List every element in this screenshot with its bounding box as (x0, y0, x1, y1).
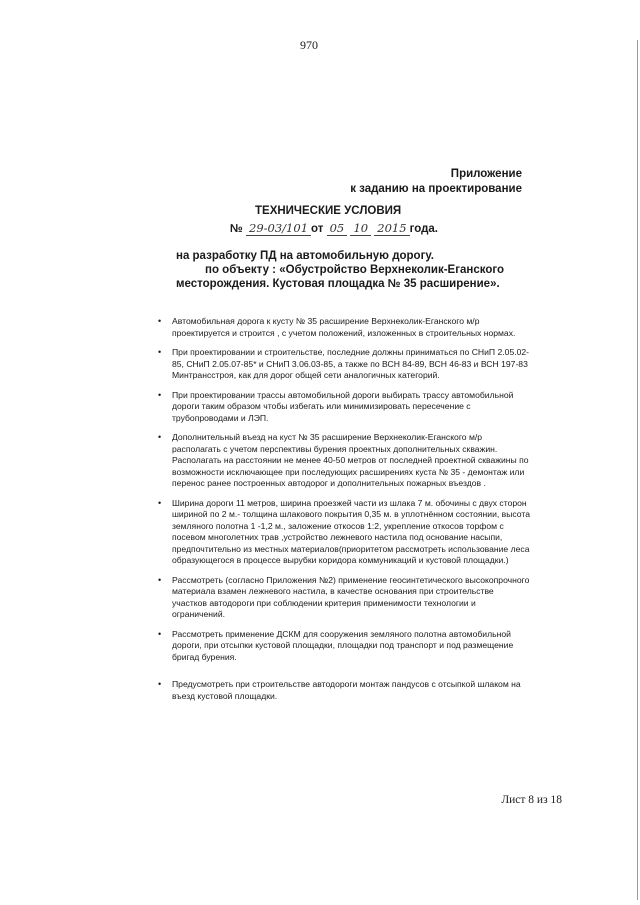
list-item-text: Автомобильная дорога к кусту № 35 расширение Верхнеколик-Еганского м/р проектируется и строится , с учетом положений, изложенных в строительных нормах. (172, 316, 516, 338)
handwritten-date-month: 10 (350, 222, 371, 236)
list-item-text: При проектировании и строительстве, последние должны приниматься по СНиП 2.05.02-85, СНиП 2.05.07-85* и СНиП 3.06.03-85, а также по ВСН 84-89, ВСН 46-83 и ВСН 197-83 Минтрансстроя, как для дорог общей сети аналогичных категорий. (172, 347, 530, 380)
object-label: по объекту : (205, 264, 277, 276)
list-item (158, 432, 530, 490)
bullet-icon: • (158, 574, 162, 585)
object-name-part2: месторождения. Кустовая площадка № 35 расширение». (176, 278, 500, 290)
bullet-icon: • (158, 497, 162, 508)
list-item (158, 679, 530, 702)
bullet-icon: • (158, 628, 162, 639)
number-prefix: № (230, 223, 243, 235)
list-item (158, 390, 530, 425)
list-item-text: При проектировании трассы автомобильной дороги выбирать трассу автомобильной дороги таким образом чтобы избегать или минимизировать пересечение с трубопроводами и ЛЭП. (172, 389, 514, 423)
page-number: 970 (300, 38, 318, 52)
scan-edge-line (637, 40, 638, 900)
list-item-text: Предусмотреть при строительстве автодороги монтаж пандусов с отсыпкой шлаком на въезд кустовой площадки. (172, 679, 521, 701)
bullet-icon: • (158, 347, 162, 357)
appendix-line-2: к заданию на проектирование (350, 183, 522, 195)
object-name-part1: «Обустройство Верхнеколик-Еганского (279, 264, 505, 276)
list-item (158, 316, 530, 339)
handwritten-date-day: 05 (327, 222, 348, 236)
list-item (158, 575, 530, 621)
document-number-line (230, 222, 438, 236)
bullet-icon: • (158, 316, 162, 326)
bullet-icon: • (158, 389, 162, 400)
list-item-text: Ширина дороги 11 метров, ширина проезжей части из шлака 7 м. обочины с двух сторон шириной по 2 м.- толщина шлакового покрытия 0,35 м. в уплотнённом состоянии, высота земляного полотна 1 -1,2 м., заложение откосов 1:2, укрепление откосов торфом с посевом многолетних трав ,устройство лежневого настила под основание насыпи, предпочтительно из местных материалов(приоритетом рассмотреть использование леса образующегося в процессе вырубки коридора коммуникаций и кустовой площадки.) (172, 497, 530, 565)
bullet-icon: • (158, 432, 162, 442)
date-from-label: от (311, 223, 324, 235)
year-suffix: года. (409, 223, 438, 235)
sheet-counter: Лист 8 из 18 (501, 794, 562, 806)
list-item-text: Рассмотреть (согласно Приложения №2) применение геосинтетического высокопрочного материала взамен лежневого настила, в качестве основания при строительстве участков автодороги при соблюдении критерия применимости технологии и ограничений. (172, 574, 530, 619)
object-line (205, 264, 504, 276)
list-item (158, 347, 530, 382)
bullet-icon: • (158, 679, 162, 689)
handwritten-date-year: 2015 (374, 222, 409, 236)
list-item-text: Рассмотреть применение ДСКМ для сооружения земляного полотна автомобильной дороги, при отсыпки кустовой площадки, площадки под транспорт и под размещение бригад бурения. (172, 628, 514, 662)
list-item (158, 629, 530, 664)
handwritten-number: 29-03/101 (246, 222, 311, 236)
document-title: ТЕХНИЧЕСКИЕ УСЛОВИЯ (255, 205, 402, 217)
purpose-line: на разработку ПД на автомобильную дорогу. (176, 250, 434, 262)
appendix-line-1: Приложение (450, 168, 522, 180)
list-item (158, 498, 530, 567)
conditions-list (158, 316, 530, 702)
appendix-header (350, 167, 522, 197)
list-item-text: Дополнительный въезд на куст № 35 расширение Верхнеколик-Еганского м/р располагать с учетом перспективы бурения проектных дополнительных скважин. Располагать на расстоянии не менее 40-50 метров от последней проектной скважины по возможности исключающее при последующих расширениях куста № 35 - демонтаж или перенос ранее построенных автодорог и дополнительных пожарных въездов . (172, 432, 529, 488)
